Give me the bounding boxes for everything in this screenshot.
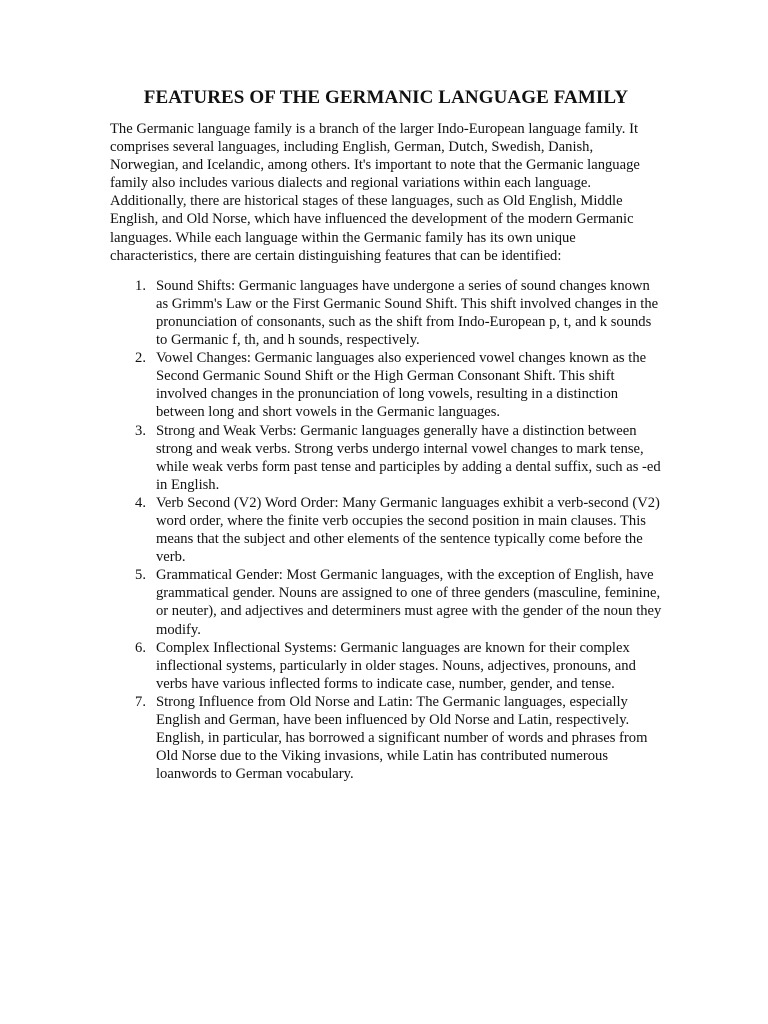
list-item-number: 1.: [135, 277, 146, 294]
list-item-text: Sound Shifts: Germanic languages have undergone a series of sound changes known as Grimm's Law or the First Germanic Sound Shift. This shift involved changes in the pronunciation of consonants, such as the shift from Indo-European p, t, and k sounds to Germanic f, th, and h sounds, respectively.: [156, 277, 659, 349]
list-item-number: 7.: [135, 693, 146, 710]
list-item-text: Verb Second (V2) Word Order: Many Germanic languages exhibit a verb-second (V2) word order, where the finite verb occupies the second position in main clauses. This means that the subject and other elements of the sentence typically come before the verb.: [156, 494, 660, 566]
list-item: [110, 639, 662, 693]
list-item-text: Complex Inflectional Systems: Germanic languages are known for their complex inflectional systems, particularly in older stages. Nouns, adjectives, pronouns, and verbs have various inflected forms to indicate case, number, gender, and tense.: [156, 639, 636, 692]
list-item-text: Vowel Changes: Germanic languages also experienced vowel changes known as the Second Germanic Sound Shift or the High German Consonant Shift. This shift involved changes in the pronunciation of long vowels, resulting in a distinction between long and short vowels in the Germanic languages.: [156, 350, 647, 421]
list-item: [110, 422, 662, 494]
list-item-text: Strong Influence from Old Norse and Latin: The Germanic languages, especially English and German, have been influenced by Old Norse and Latin, respectively. English, in particular, has borrowed a significant number of words and phrases from Old Norse due to the Viking invasions, while Latin has contributed numerous loanwords to German vocabulary.: [156, 693, 648, 783]
list-item: [110, 349, 662, 421]
list-item-text: Grammatical Gender: Most Germanic languages, with the exception of English, have grammatical gender. Nouns are assigned to one of three genders (masculine, feminine, or neuter), and adjectives and determiners must agree with the gender of the noun they modify.: [156, 567, 662, 638]
list-item-number: 3.: [135, 422, 146, 439]
intro-paragraph: The Germanic language family is a branch of the larger Indo-European language family. It comprises several languages, including English, German, Dutch, Swedish, Danish, Norwegian, and Icelandic, among others. It's important to note that the Germanic language family also includes various dialects and regional variations within each language. Additionally, there are historical stages of these languages, such as Old English, Middle English, and Old Norse, which have influenced the development of the modern Germanic languages. While each language within the Germanic family has its own unique characteristics, there are certain distinguishing features that can be identified:: [110, 121, 640, 264]
document-page: [110, 86, 662, 783]
list-item: [110, 693, 662, 783]
list-item: [110, 494, 662, 566]
list-item-number: 6.: [135, 639, 146, 656]
list-item: [110, 566, 662, 638]
list-item-number: 4.: [135, 494, 146, 511]
list-item-number: 5.: [135, 567, 146, 584]
list-item: [110, 277, 662, 349]
list-item-number: 2.: [135, 350, 146, 367]
feature-list: [110, 277, 662, 784]
list-item-text: Strong and Weak Verbs: Germanic languages generally have a distinction between strong and weak verbs. Strong verbs undergo internal vowel changes to mark tense, while weak verbs form past tense and participles by adding a dental suffix, such as -ed in English.: [156, 422, 661, 493]
document-title: FEATURES OF THE GERMANIC LANGUAGE FAMILY: [143, 87, 629, 108]
